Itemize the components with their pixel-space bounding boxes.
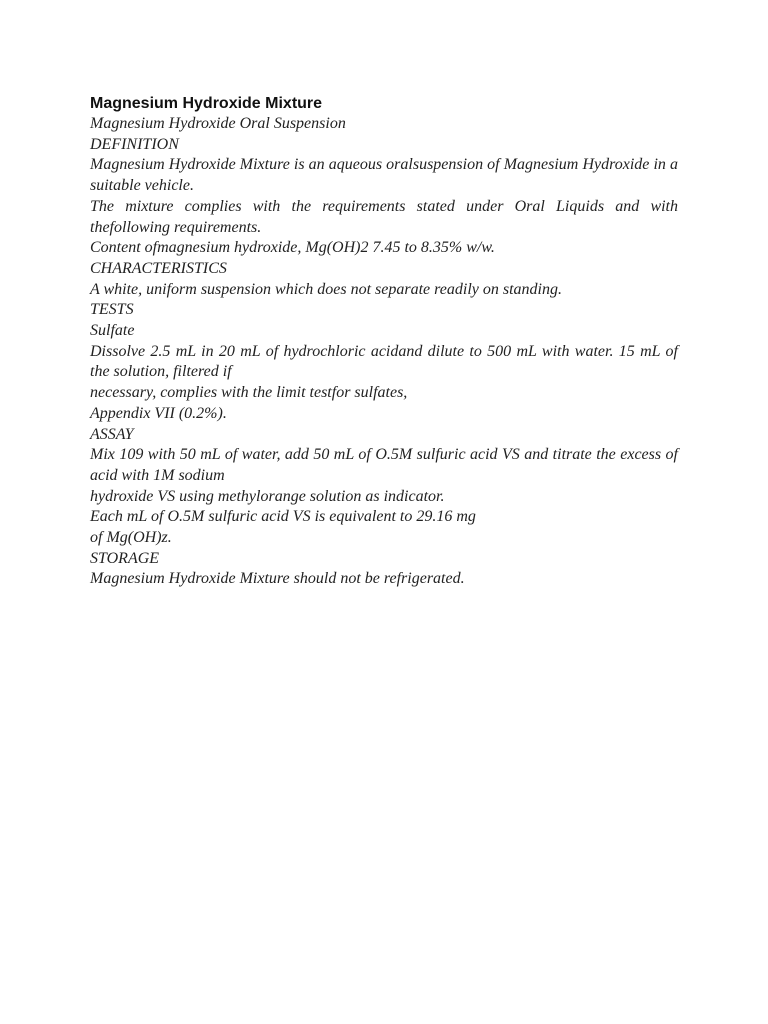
document-page xyxy=(90,93,678,590)
characteristics-line: A white, uniform suspension which does not separate readily on standing. xyxy=(90,280,562,298)
sulfate-line-3: Appendix VII (0.2%). xyxy=(90,404,227,422)
sulfate-line-2: necessary, complies with the limit testfor sulfates, xyxy=(90,384,408,402)
sulfate-paragraph: Dissolve 2.5 mL in 20 mL of hydrochloric acidand dilute to 500 mL with water. 15 mL of the solution, filtered if xyxy=(90,342,678,381)
subtitle-line: Magnesium Hydroxide Oral Suspension xyxy=(90,115,346,132)
subheading-sulfate: Sulfate xyxy=(90,322,135,340)
definition-paragraph: Magnesium Hydroxide Mixture is an aqueous oralsuspension of Magnesium Hydroxide in a suitable vehicle. xyxy=(90,156,678,195)
assay-line-4: of Mg(OH)z. xyxy=(90,529,172,547)
heading-tests: TESTS xyxy=(90,301,134,319)
assay-line-3: Each mL of O.5M sulfuric acid VS is equivalent to 29.16 mg xyxy=(90,508,476,526)
assay-line-2: hydroxide VS using methylorange solution as indicator. xyxy=(90,487,445,505)
heading-characteristics: CHARACTERISTICS xyxy=(90,259,227,277)
content-line: Content ofmagnesium hydroxide, Mg(OH)2 7.45 to 8.35% w/w. xyxy=(90,239,495,257)
requirements-paragraph: The mixture complies with the requirements stated under Oral Liquids and with thefollowing requirements. xyxy=(90,197,678,236)
assay-paragraph: Mix 109 with 50 mL of water, add 50 mL of O.5M sulfuric acid VS and titrate the excess of acid with 1M sodium xyxy=(90,446,678,484)
storage-line: Magnesium Hydroxide Mixture should not be refrigerated. xyxy=(90,570,465,588)
heading-storage: STORAGE xyxy=(90,549,160,567)
heading-assay: ASSAY xyxy=(90,425,134,443)
heading-definition: DEFINITION xyxy=(90,135,179,153)
document-title: Magnesium Hydroxide Mixture xyxy=(90,95,323,112)
